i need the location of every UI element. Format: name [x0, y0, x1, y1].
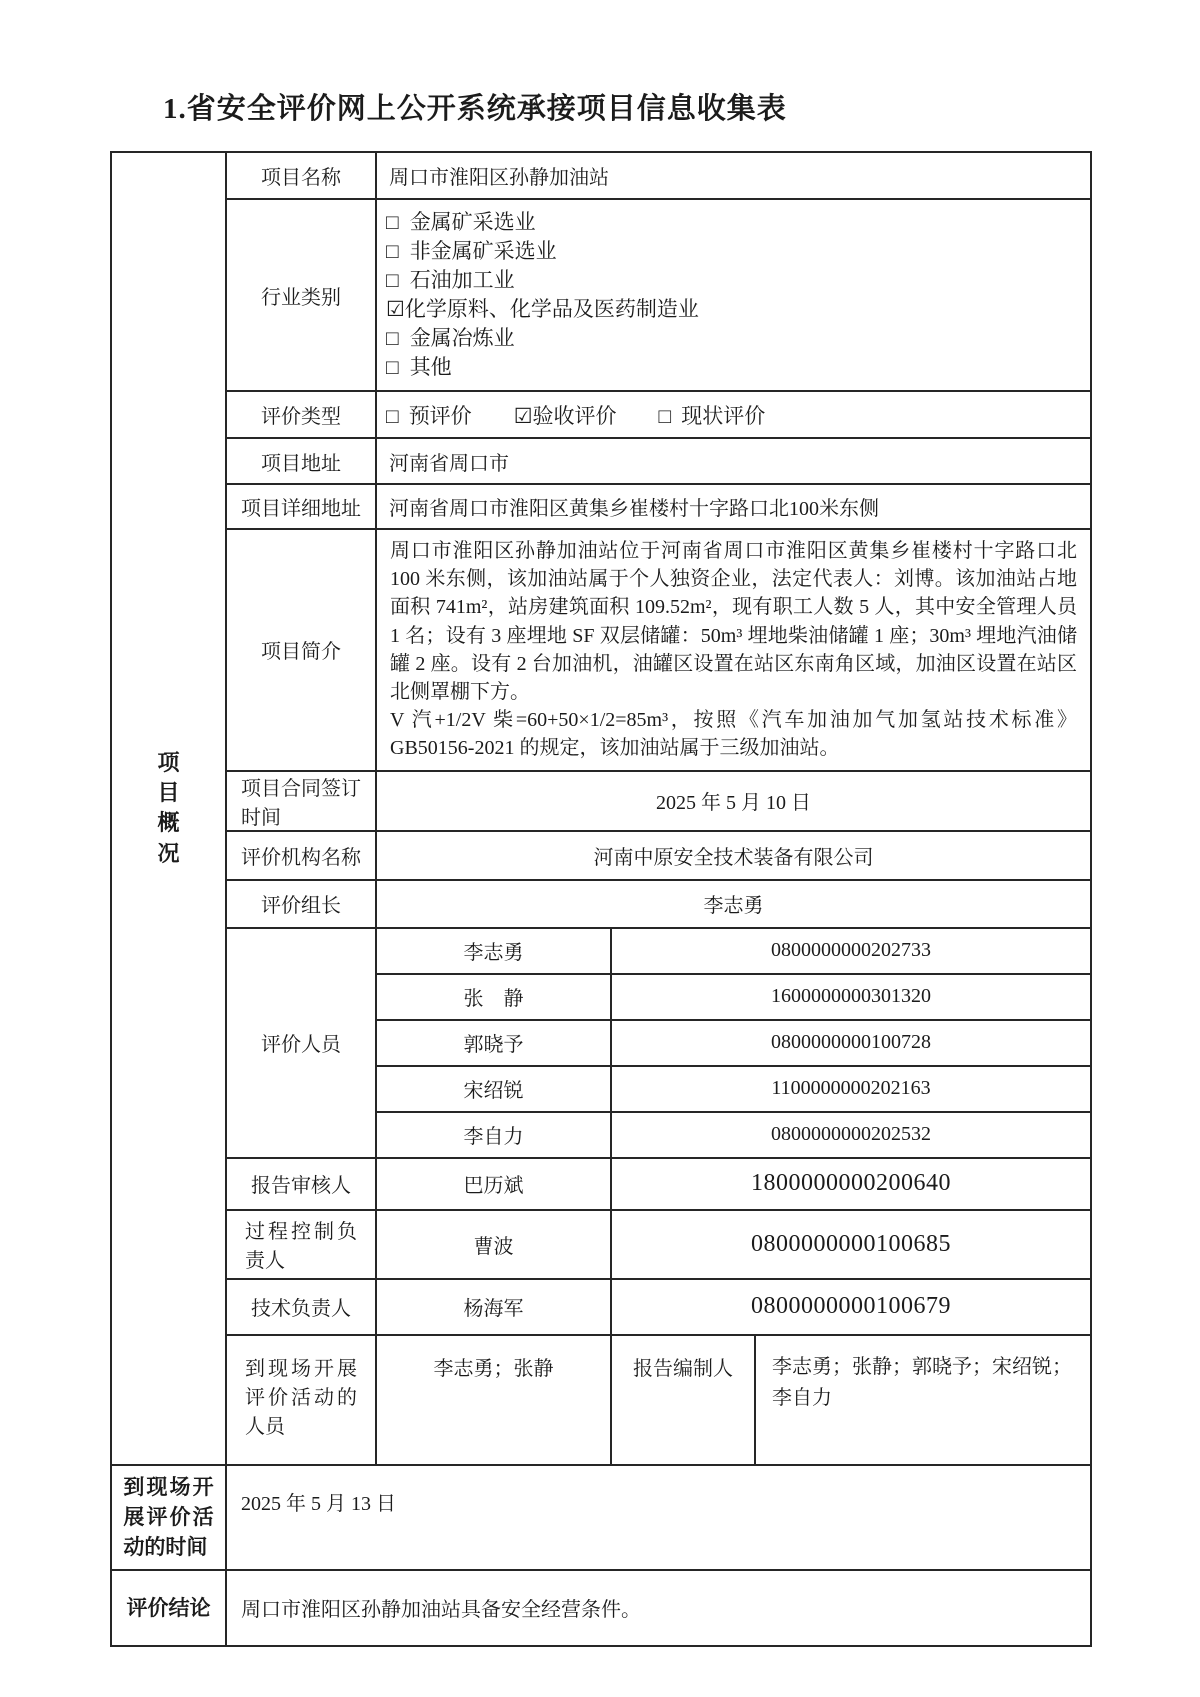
- technical-director-number: 0800000000100679: [611, 1279, 1091, 1335]
- checkbox-icon: □: [386, 210, 399, 234]
- report-reviewer-label: 报告审核人: [226, 1158, 376, 1210]
- summary-paragraph: V 汽+1/2V 柴=60+50×1/2=85m³，按照《汽车加油加气加氢站技术标准》GB50156-2021 的规定，该加油站属于三级加油站。: [390, 709, 1077, 760]
- report-reviewer-number: 1800000000200640: [611, 1158, 1091, 1210]
- eval-type-option-label: 验收评价: [532, 403, 617, 428]
- evaluators-label: 评价人员: [226, 928, 376, 1158]
- evaluator-name: 李自力: [376, 1112, 611, 1158]
- industry-option-label: 石油加工业: [409, 268, 515, 292]
- evaluator-number: 1100000000202163: [611, 1066, 1091, 1112]
- page-title: 1.省安全评价网上公开系统承接项目信息收集表: [163, 93, 787, 125]
- evaluator-number: 0800000000202733: [611, 928, 1091, 974]
- site-personnel-value: 李志勇；张静: [376, 1335, 611, 1465]
- table-row: [111, 152, 1091, 199]
- process-controller-number: 0800000000100685: [611, 1210, 1091, 1279]
- report-editor-label: 报告编制人: [611, 1335, 755, 1465]
- site-date-label: 到现场开展评价活动的时间: [111, 1465, 226, 1570]
- eval-type-options-cell: [376, 391, 1091, 438]
- process-controller-name: 曹波: [376, 1210, 611, 1279]
- process-controller-label: 过程控制负责人: [226, 1210, 376, 1279]
- detail-address-value: 河南省周口市淮阳区黄集乡崔楼村十字路口北100米东侧: [376, 484, 1091, 529]
- industry-option-label: 非金属矿采选业: [409, 239, 557, 263]
- evaluator-name: 张 静: [376, 974, 611, 1020]
- conclusion-value: 周口市淮阳区孙静加油站具备安全经营条件。: [226, 1570, 1091, 1646]
- table-row: [111, 1279, 1091, 1335]
- eval-type-option-selected: [514, 404, 617, 428]
- checkbox-icon: □: [386, 355, 399, 379]
- project-name-label: 项目名称: [226, 152, 376, 199]
- industry-option: [386, 208, 1080, 237]
- checkbox-icon: □: [386, 268, 399, 292]
- industry-label: 行业类别: [226, 199, 376, 391]
- checkbox-icon: □: [386, 239, 399, 263]
- summary-paragraph: 周口市淮阳区孙静加油站位于河南省周口市淮阳区黄集乡崔楼村十字路口北 100 米东侧，该加油站属于个人独资企业，法定代表人：刘博。该加油站占地面积 741m²，站房建筑面积 109.52m²，现有职工人数 5 人，其中安全管理人员 1 名；设有 3 座埋地 SF 双层储罐：50m³ 埋地柴油储罐 1 座；30m³ 埋地汽油储罐 2 座。设有 2 台加油机，油罐区设置在站区东南角区域，加油区设置在站区北侧罩棚下方。: [390, 540, 1077, 704]
- project-info-table: [110, 151, 1092, 1647]
- table-row: [111, 1210, 1091, 1279]
- conclusion-label: 评价结论: [111, 1570, 226, 1646]
- summary-label: 项目简介: [226, 529, 376, 771]
- evaluator-name: 郭晓予: [376, 1020, 611, 1066]
- industry-option: [386, 324, 1080, 353]
- summary-value-cell: [376, 529, 1091, 771]
- checkbox-icon: □: [386, 403, 399, 428]
- overview-header-cell: [111, 152, 226, 1465]
- industry-option-label: 其他: [409, 355, 452, 379]
- table-row: [111, 1158, 1091, 1210]
- technical-director-name: 杨海军: [376, 1279, 611, 1335]
- checkbox-icon: □: [658, 403, 672, 428]
- table-row: [111, 1335, 1091, 1465]
- evaluator-number: 1600000000301320: [611, 974, 1091, 1020]
- table-row: [111, 831, 1091, 880]
- industry-option: [386, 266, 1080, 295]
- report-reviewer-name: 巴历斌: [376, 1158, 611, 1210]
- industry-option: [386, 353, 1080, 382]
- overview-vertical-label: 项目概况: [157, 749, 180, 866]
- detail-address-label: 项目详细地址: [226, 484, 376, 529]
- table-row: [111, 529, 1091, 771]
- eval-type-label: 评价类型: [226, 391, 376, 438]
- site-personnel-label: 到现场开展评价活动的人员: [226, 1335, 376, 1465]
- agency-label: 评价机构名称: [226, 831, 376, 880]
- team-leader-label: 评价组长: [226, 880, 376, 928]
- report-editor-value: 李志勇；张静；郭晓予；宋绍锐；李自力: [755, 1335, 1091, 1465]
- eval-type-option: [659, 404, 766, 428]
- table-row: [111, 391, 1091, 438]
- table-row: [111, 1465, 1091, 1570]
- industry-option-label: 金属冶炼业: [409, 326, 515, 350]
- table-row: [111, 771, 1091, 831]
- industry-option-selected: [386, 295, 1080, 324]
- eval-type-option: [386, 404, 472, 428]
- eval-type-option-label: 预评价: [408, 403, 472, 428]
- evaluator-name: 宋绍锐: [376, 1066, 611, 1112]
- address-label: 项目地址: [226, 438, 376, 484]
- evaluator-row: [111, 928, 1091, 974]
- project-name-value: 周口市淮阳区孙静加油站: [376, 152, 1091, 199]
- industry-option-label: 金属矿采选业: [409, 210, 536, 234]
- checkbox-checked-icon: ☑: [386, 297, 405, 321]
- site-date-value: 2025 年 5 月 13 日: [226, 1465, 1091, 1570]
- industry-option-label: 化学原料、化学品及医药制造业: [404, 297, 699, 321]
- contract-date-value: 2025 年 5 月 10 日: [376, 771, 1091, 831]
- industry-option: [386, 237, 1080, 266]
- industry-options-cell: [376, 199, 1091, 391]
- technical-director-label: 技术负责人: [226, 1279, 376, 1335]
- table-row: [111, 484, 1091, 529]
- table-row: [111, 880, 1091, 928]
- address-value: 河南省周口市: [376, 438, 1091, 484]
- agency-value: 河南中原安全技术装备有限公司: [376, 831, 1091, 880]
- checkbox-icon: □: [386, 326, 399, 350]
- table-row: [111, 438, 1091, 484]
- contract-date-label: 项目合同签订时间: [226, 771, 376, 831]
- table-row: [111, 1570, 1091, 1646]
- checkbox-checked-icon: ☑: [513, 403, 533, 428]
- evaluator-name: 李志勇: [376, 928, 611, 974]
- team-leader-value: 李志勇: [376, 880, 1091, 928]
- table-row: [111, 199, 1091, 391]
- eval-type-option-label: 现状评价: [681, 403, 766, 428]
- evaluator-number: 0800000000202532: [611, 1112, 1091, 1158]
- evaluator-number: 0800000000100728: [611, 1020, 1091, 1066]
